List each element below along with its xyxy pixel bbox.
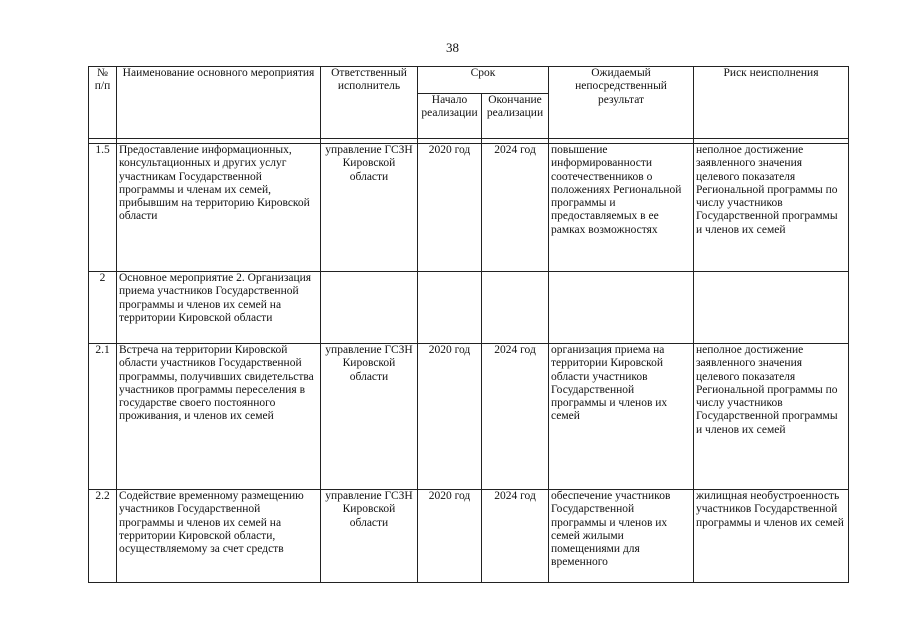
row-risk xyxy=(694,272,849,344)
row-start: 2020 год xyxy=(418,490,482,583)
header-executor: Ответственный исполнитель xyxy=(321,67,418,139)
row-result: повышение информированности соотечественников о положениях Региональной программы и предоставляемых в ее рамках возможностях xyxy=(549,144,694,272)
table-row xyxy=(89,490,849,583)
row-name: Содействие временному размещению участников Государственной программы и членов их семей на территории Кировской области, осуществляемому за счет средств xyxy=(117,490,321,583)
measures-table xyxy=(88,66,849,583)
header-term: Срок xyxy=(418,67,549,94)
header-name: Наименование основного мероприятия xyxy=(117,67,321,139)
row-result: обеспечение участников Государственной программы и членов их семей жилыми помещениями для временного xyxy=(549,490,694,583)
table-row xyxy=(89,344,849,490)
row-executor: управление ГСЗН Кировской области xyxy=(321,490,418,583)
row-end: 2024 год xyxy=(482,344,549,490)
row-name: Предоставление информационных, консультационных и других услуг участникам Государственной программы и членам их семей, прибывшим на территорию Кировской области xyxy=(117,144,321,272)
row-end: 2024 год xyxy=(482,490,549,583)
row-end: 2024 год xyxy=(482,144,549,272)
row-num: 2 xyxy=(89,272,117,344)
row-name: Основное мероприятие 2. Организация приема участников Государственной программы и членов их семей на территории Кировской области xyxy=(117,272,321,344)
row-end xyxy=(482,272,549,344)
row-result xyxy=(549,272,694,344)
header-end: Окончание реализации xyxy=(482,94,549,139)
row-name: Встреча на территории Кировской области участников Государственной программы, получивших свидетельства участников программы переселения в государстве своего постоянного проживания, и членов их семей xyxy=(117,344,321,490)
table-row xyxy=(89,272,849,344)
row-risk: жилищная необустроенность участников Государственной программы и членов их семей xyxy=(694,490,849,583)
header-risk: Риск неисполнения xyxy=(694,67,849,139)
row-risk: неполное достижение заявленного значения целевого показателя Региональной программы по числу участников Государственной программы и членов их семей xyxy=(694,344,849,490)
row-risk: неполное достижение заявленного значения целевого показателя Региональной программы по числу участников Государственной программы и членов их семей xyxy=(694,144,849,272)
row-result: организация приема на территории Кировской области участников Государственной программы и членов их семей xyxy=(549,344,694,490)
row-num: 2.2 xyxy=(89,490,117,583)
header-start: Начало реализации xyxy=(418,94,482,139)
row-executor: управление ГСЗН Кировской области xyxy=(321,144,418,272)
header-result: Ожидаемый непосредственный результат xyxy=(549,67,694,139)
row-num: 2.1 xyxy=(89,344,117,490)
row-start: 2020 год xyxy=(418,344,482,490)
table-row xyxy=(89,144,849,272)
table-header xyxy=(89,67,849,139)
row-executor xyxy=(321,272,418,344)
row-executor: управление ГСЗН Кировской области xyxy=(321,344,418,490)
row-num: 1.5 xyxy=(89,144,117,272)
row-start xyxy=(418,272,482,344)
page-number: 38 xyxy=(446,40,459,55)
row-start: 2020 год xyxy=(418,144,482,272)
header-num: № п/п xyxy=(89,67,117,139)
